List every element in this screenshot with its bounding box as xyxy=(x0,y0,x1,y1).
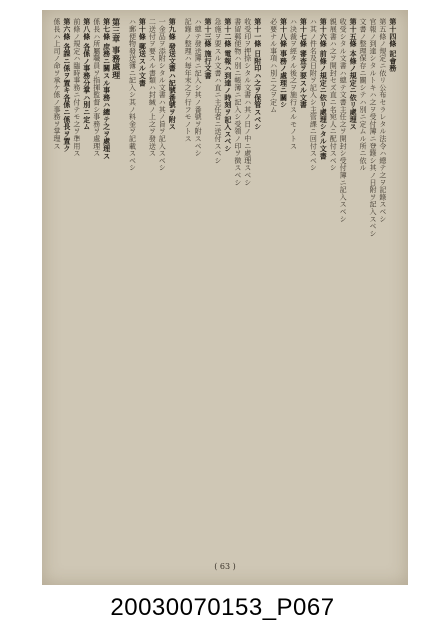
document-page xyxy=(42,10,408,585)
body-text-column: 記錄ノ整理ハ毎年末之ヲ行フモノトス xyxy=(184,18,193,143)
article-heading-column: 第十五條 本條ノ規定ニ依リ處理ス xyxy=(349,18,359,131)
page-number: ( 63 ) xyxy=(214,562,236,571)
body-text-column: ハ決裁ヲ經タル後之ヲ施行スルモノトス xyxy=(289,18,298,150)
body-text-column: 係長ハ所屬職員ヲ指揮監督シ事務ヲ處理ス xyxy=(92,18,101,157)
body-text-column: 第五條ノ規定ニ依リ公布セラレタル法令ハ總テ之ヲ記錄スベシ xyxy=(378,18,387,223)
body-text-column: ハ其ノ件名及日附ヲ記入シ主管課ニ回付スベシ xyxy=(309,18,318,172)
article-heading-column: 第十三條 施行文書 xyxy=(204,18,213,80)
body-text-column: 必要ナル事項ハ別ニ之ヲ定ム xyxy=(269,18,278,113)
article-heading-column: 第七條 庶務ニ關スル事務ハ總テ之ヲ處理ス xyxy=(102,18,112,160)
article-heading-column: 第十八條 事務ノ處理ニ關シ xyxy=(279,18,289,109)
body-text-column: ハ總テ發送簿ニ記入シ其ノ番號ヲ附スベシ xyxy=(194,18,203,157)
body-text-column: ハ郵便物發送簿ニ記入シ其ノ料金ヲ記載スベシ xyxy=(128,18,137,172)
body-text-column: 親展書ハ之ヲ開封セズ直ニ名宛人ニ配付スベシ xyxy=(329,18,338,172)
body-text-column: 官報ノ到達シタルトキハ之ヲ受付簿ニ登錄シ其ノ日附ヲ記入スベシ xyxy=(368,18,377,237)
body-text-column: 收受印ヲ押捺シタル文書ハ其ノ日ノ中ニ處理スベシ xyxy=(243,18,252,186)
image-caption: 20030070153_P067 xyxy=(110,594,335,621)
article-heading-column: 第十二條 電報ハ到達ノ時刻ヲ記入スベシ xyxy=(223,18,233,153)
article-heading-column: 第八條 各係ノ事務分掌ハ別ニ定ム xyxy=(82,18,92,131)
article-heading-column: 第九條 發送文書ハ記號番號ヲ附ス xyxy=(168,18,178,131)
body-text-column: 書留郵便物ハ別ニ帳簿ニ記入シ受領ノ印ヲ徴スベシ xyxy=(233,18,242,186)
article-heading-column: 第十七條 審査ヲ要スル文書 xyxy=(299,18,309,109)
body-text-column: 收受シタル文書ハ總テ文書主任之ヲ開封シ受付簿ニ記入スベシ xyxy=(339,18,348,223)
article-heading-column: 第十六條 前條ノ規定ニ依リ處理シタル文書 xyxy=(319,18,329,160)
article-heading-column: 第十一條 日附印ハ之ヲ保管スベシ xyxy=(253,18,263,131)
body-text-column: 一金品ヲ添附シタル文書ハ其ノ旨ヲ記入スベシ xyxy=(158,18,167,172)
body-text-column: 文書ノ整理保存ニ關シテハ別ニ定ムル所ニ依ル xyxy=(359,18,368,172)
body-text-column: 前條ノ規定ハ臨時事務ニ付テモ之ヲ準用ス xyxy=(72,18,81,157)
article-heading-column: 第十條 郵送スル文書 xyxy=(138,18,148,87)
body-text-column: 係長ハ上司ノ命ヲ承ケ係ノ事務ヲ掌理ス xyxy=(52,18,61,150)
chapter-heading: 第三章 事務處理 xyxy=(111,18,122,80)
text-columns xyxy=(52,18,398,547)
article-heading-column: 第十四條 記會務 xyxy=(388,18,398,72)
body-text-column: 二送付ヲ要スル書類ハ封緘ノ上之ヲ發送ス xyxy=(148,18,157,157)
body-text-column: 急施ヲ要スル文書ハ直ニ主任者ニ送付スベシ xyxy=(213,18,222,164)
article-heading-column: 第六條 各課ニ係ヲ置キ各係ニ係長ヲ置ク xyxy=(62,18,72,153)
